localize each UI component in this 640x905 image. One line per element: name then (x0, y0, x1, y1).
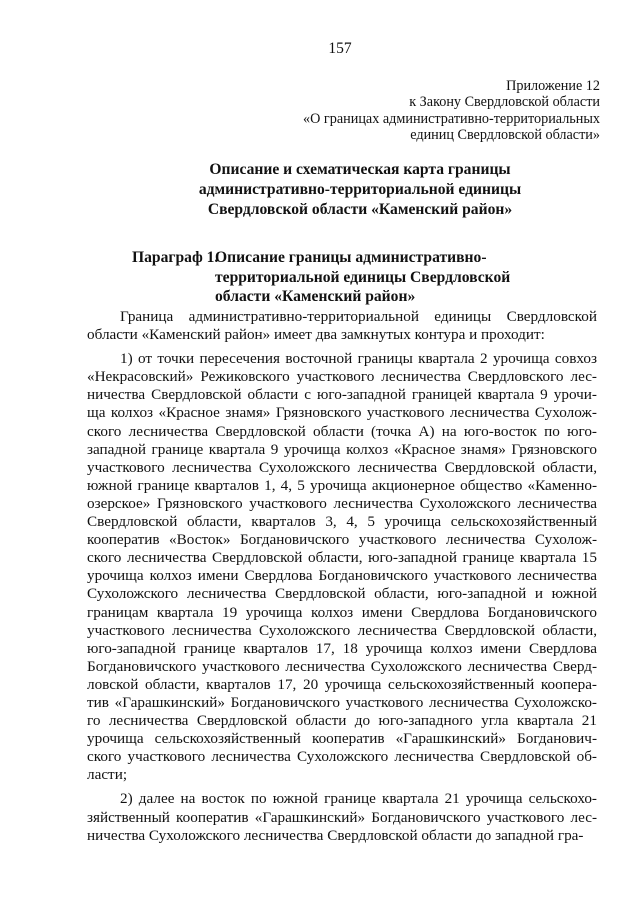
paragraph-line: ничества Свердловской области с юго-западной границей квартала 9 урочи- (87, 386, 597, 404)
body-text (87, 308, 597, 845)
document-title (60, 160, 640, 220)
appendix-note (300, 78, 600, 143)
appendix-line: единиц Свердловской области» (410, 126, 600, 143)
paragraph-line: западной границе квартала 9 урочища колхоз «Красное знамя» Грязновского (87, 440, 597, 458)
paragraph-line: ласти; (87, 766, 128, 784)
paragraph-line: области «Каменский район» имеет два замкнутых контура и проходит: (87, 326, 545, 344)
paragraph-line: юго-западной границе кварталов 17, 18 урочища колхоз имени Свердлова (87, 639, 597, 657)
title-line: Описание и схематическая карта границы (209, 161, 511, 178)
paragraph-line: урочища колхоз имени Свердлова Богдановичского участкового лесничества (87, 567, 597, 585)
paragraph-line: озерское» Грязновского участкового лесничества Сухоложского лесничества (87, 494, 597, 512)
paragraph-line: ского лесничества Свердловской области (точка А) на юго-восток по юго- (87, 422, 597, 440)
paragraph-line: участкового лесничества Сухоложского лесничества Свердловской области, (87, 621, 597, 639)
paragraph-line: ща колхоз «Красное знамя» Грязновского участкового лесничества Сухолож- (87, 404, 597, 422)
paragraph-number: Параграф 1. (132, 249, 219, 266)
paragraph-heading-line: территориальной единицы Свердловской (215, 268, 511, 286)
paragraph-line: 2) далее на восток по южной границе квартала 21 урочища сельскохо- (120, 790, 597, 808)
paragraph-line: 1) от точки пересечения восточной границы квартала 2 урочища совхоз (120, 350, 597, 368)
title-line: Свердловской области «Каменский район» (207, 201, 513, 218)
appendix-line: Приложение 12 (506, 78, 600, 94)
paragraph-line: кооператив «Восток» Богдановичского участкового лесничества Сухолож- (87, 531, 597, 549)
paragraph-line: южной границе кварталов 1, 4, 5 урочища акционерное общество «Каменно- (87, 476, 597, 494)
paragraph-line: ского лесничества Свердловской области, юго-западной границе квартала 15 (87, 549, 597, 567)
paragraph-line: Богдановичского участкового лесничества Сухоложского лесничества Сверд- (87, 657, 597, 675)
paragraph-line: зяйственный кооператив «Гарашкинский» Богдановичского участкового лес- (87, 808, 597, 826)
paragraph-line: участкового лесничества Сухоложского лесничества Свердловской области, (87, 458, 597, 476)
paragraph-line: урочища сельскохозяйственный кооператив «Гарашкинский» Богданович- (87, 730, 597, 748)
appendix-line: «О границах административно-территориальных (303, 110, 600, 127)
title-line: административно-территориальной единицы (198, 181, 522, 198)
page-number: 157 (328, 40, 352, 57)
paragraph-line: Граница административно-территориальной единицы Свердловской (120, 308, 597, 325)
paragraph-line: «Некрасовский» Режиковского участкового лесничества Свердловского лес- (87, 368, 597, 386)
paragraph-line: ловской области, кварталов 17, 20 урочища сельскохозяйственный коопера- (87, 675, 597, 693)
paragraph-line: го лесничества Свердловской области до юго-западного угла квартала 21 (87, 712, 597, 730)
paragraph-line: Свердловской области, кварталов 3, 4, 5 урочища сельскохозяйственный (87, 513, 597, 531)
paragraph-line: границам квартала 19 урочища колхоз имени Свердлова Богдановичского (87, 603, 597, 621)
paragraph-heading-line: области «Каменский район» (215, 288, 416, 305)
paragraph-heading-line: Описание границы административно- (215, 249, 487, 266)
appendix-line: к Закону Свердловской области (409, 94, 600, 111)
paragraph-line: ничества Сухоложского лесничества Свердловской области до западной гра- (87, 826, 584, 844)
paragraph-line: ского участкового лесничества Сухоложского лесничества Свердловской об- (87, 748, 597, 766)
paragraph-heading (132, 248, 612, 307)
paragraph-line: тив «Гарашкинский» Богдановичского участкового лесничества Сухоложско- (87, 693, 597, 711)
paragraph-line: Сухоложского лесничества Свердловской области, юго-западной и южной (87, 585, 597, 603)
